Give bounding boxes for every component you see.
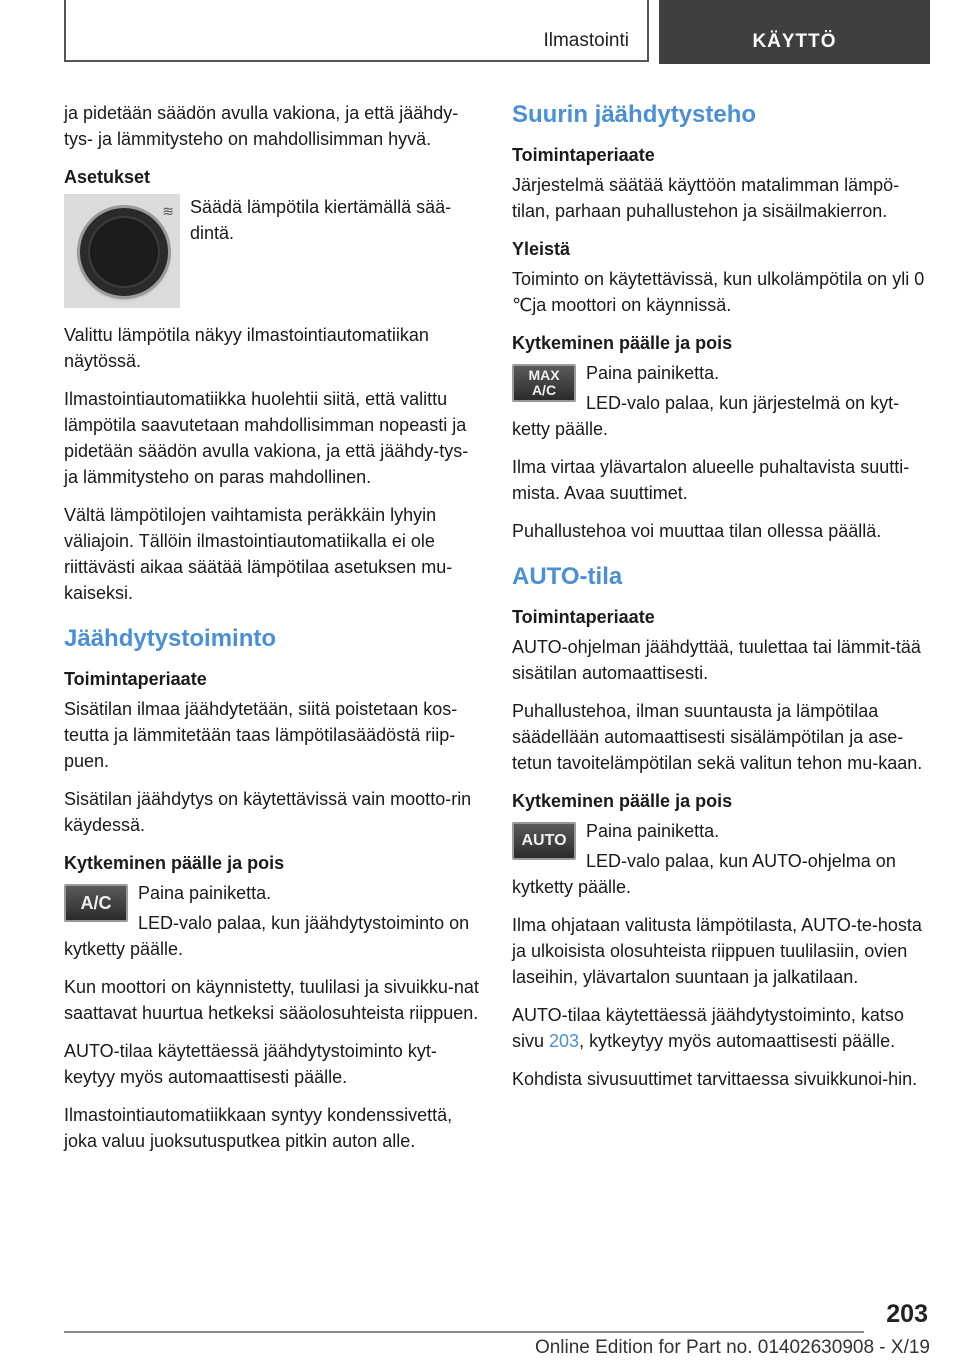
page-number: 203 — [886, 1300, 928, 1328]
auto-button-figure — [512, 818, 930, 912]
footer-divider — [64, 1331, 864, 1333]
heat-wave-icon: ≋ — [162, 203, 174, 219]
max-onoff-heading: Kytkeminen päälle ja pois — [512, 333, 733, 353]
cooling-principle-heading: Toimintaperiaate — [64, 669, 207, 689]
paragraph: Sisätilan jäähdytys on käytettävissä vain mootto-rin käydessä. — [64, 789, 472, 835]
paragraph: Ilmastointiautomatiikka huolehtii siitä, että valittu lämpötila saavutetaan mahdollisimman nopeasti ja pidetään säädön avulla vakiona, ja että jäähdy-tys- ja lämmitysteho on paras mahdollinen. — [64, 389, 469, 487]
asetukset-heading: Asetukset — [64, 167, 151, 187]
paragraph: Sisätilan ilmaa jäähdytetään, siitä poistetaan kos-teutta ja lämmitetään taas lämpötilasäädöstä riip-puen. — [64, 699, 458, 771]
footer-text: Online Edition for Part no. 01402630908 - X/19 — [534, 1337, 930, 1358]
press-text: Paina painiketta. — [138, 883, 272, 903]
page-link-203[interactable]: 203 — [549, 1031, 580, 1051]
press-text: Paina painiketta. — [586, 821, 720, 841]
paragraph: AUTO-tilaa käytettäessä jäähdytystoiminto, katso sivu 203, kytkeytyy myös automaattisesti päälle. — [512, 1005, 904, 1051]
press-text: Paina painiketta. — [586, 363, 720, 383]
paragraph: Järjestelmä säätää käyttöön matalimman lämpö-tilan, parhaan puhallustehon ja sisäilmakierron. — [512, 175, 900, 221]
paragraph: AUTO-tilaa käytettäessä jäähdytystoiminto kyt-keytyy myös automaattisesti päälle. — [64, 1041, 437, 1087]
paragraph: Toiminto on käytettävissä, kun ulkolämpötila on yli 0 ℃ja moottori on käynnissä. — [512, 269, 925, 315]
max-ac-button-figure — [512, 360, 930, 454]
ac-button-icon: A/C — [64, 884, 128, 922]
paragraph: Puhallustehoa, ilman suuntausta ja lämpötilaa säädellään automaattisesti sisälämpötilan ja ase-tetun tavoitelämpötilan sekä valitun tehon mu-kaan. — [512, 701, 923, 773]
max-principle-heading: Toimintaperiaate — [512, 145, 655, 165]
page-header — [64, 0, 930, 64]
chapter-tab — [659, 0, 930, 64]
asetukset-text: Säädä lämpötila kiertämällä sää-dintä. — [190, 197, 452, 243]
paragraph: Ilma virtaa ylävartalon alueelle puhaltavista suutti-mista. Avaa suuttimet. — [512, 457, 910, 503]
paragraph: Ilmastointiautomatiikkaan syntyy kondenssivettä, joka valuu juoksutusputkea pitkin auton alle. — [64, 1105, 453, 1151]
left-column — [64, 100, 479, 1166]
ac-button-figure — [64, 880, 479, 974]
right-column — [512, 100, 930, 1104]
auto-principle-heading: Toimintaperiaate — [512, 607, 655, 627]
temperature-knob-icon — [64, 194, 180, 308]
paragraph: Vältä lämpötilojen vaihtamista peräkkäin lyhyin väliajoin. Tällöin ilmastointiautomatiikalla ei ole riittävästi aikaa säätää lämpötilaa asetuksen mu-kaiseksi. — [64, 505, 453, 603]
paragraph: Kun moottori on käynnistetty, tuulilasi ja sivuikku-nat saattavat huurtua hetkeksi sääolosuhteista riippuen. — [64, 977, 479, 1023]
auto-title: AUTO-tila — [512, 563, 623, 590]
temperature-knob-figure — [64, 194, 479, 312]
led-text: LED-valo palaa, kun jäähdytystoiminto on kytketty päälle. — [64, 913, 470, 959]
led-text: LED-valo palaa, kun järjestelmä on kyt-ketty päälle. — [512, 393, 900, 439]
paragraph: Valittu lämpötila näkyy ilmastointiautomatiikan näytössä. — [64, 325, 429, 371]
onoff-heading: Kytkeminen päälle ja pois — [64, 853, 285, 873]
auto-onoff-heading: Kytkeminen päälle ja pois — [512, 791, 733, 811]
chapter-title: KÄYTTÖ — [752, 31, 837, 52]
paragraph: Ilma ohjataan valitusta lämpötilasta, AUTO-te-hosta ja ulkoisista olosuhteista riippuen tuulilasiin, ovien laseihin, ylävartalon suuntaan ja jalkatilaan. — [512, 915, 922, 987]
cooling-title: Jäähdytystoiminto — [64, 625, 277, 652]
intro-paragraph: ja pidetään säädön avulla vakiona, ja että jäähdy-tys- ja lämmitysteho on mahdollisimman hyvä. — [64, 103, 459, 149]
section-title: Ilmastointi — [543, 30, 629, 51]
paragraph: AUTO-ohjelman jäähdyttää, tuulettaa tai lämmit-tää sisätilan automaattisesti. — [512, 637, 921, 683]
led-text: LED-valo palaa, kun AUTO-ohjelma on kytketty päälle. — [512, 851, 896, 897]
section-tab — [64, 0, 649, 62]
max-ac-button-icon: MAX A/C — [512, 364, 576, 402]
auto-button-icon: AUTO — [512, 822, 576, 860]
max-cooling-title: Suurin jäähdytysteho — [512, 101, 757, 128]
paragraph: Kohdista sivusuuttimet tarvittaessa sivuikkunoi-hin. — [512, 1069, 918, 1089]
general-heading: Yleistä — [512, 239, 571, 259]
paragraph: Puhallustehoa voi muuttaa tilan ollessa päällä. — [512, 521, 882, 541]
